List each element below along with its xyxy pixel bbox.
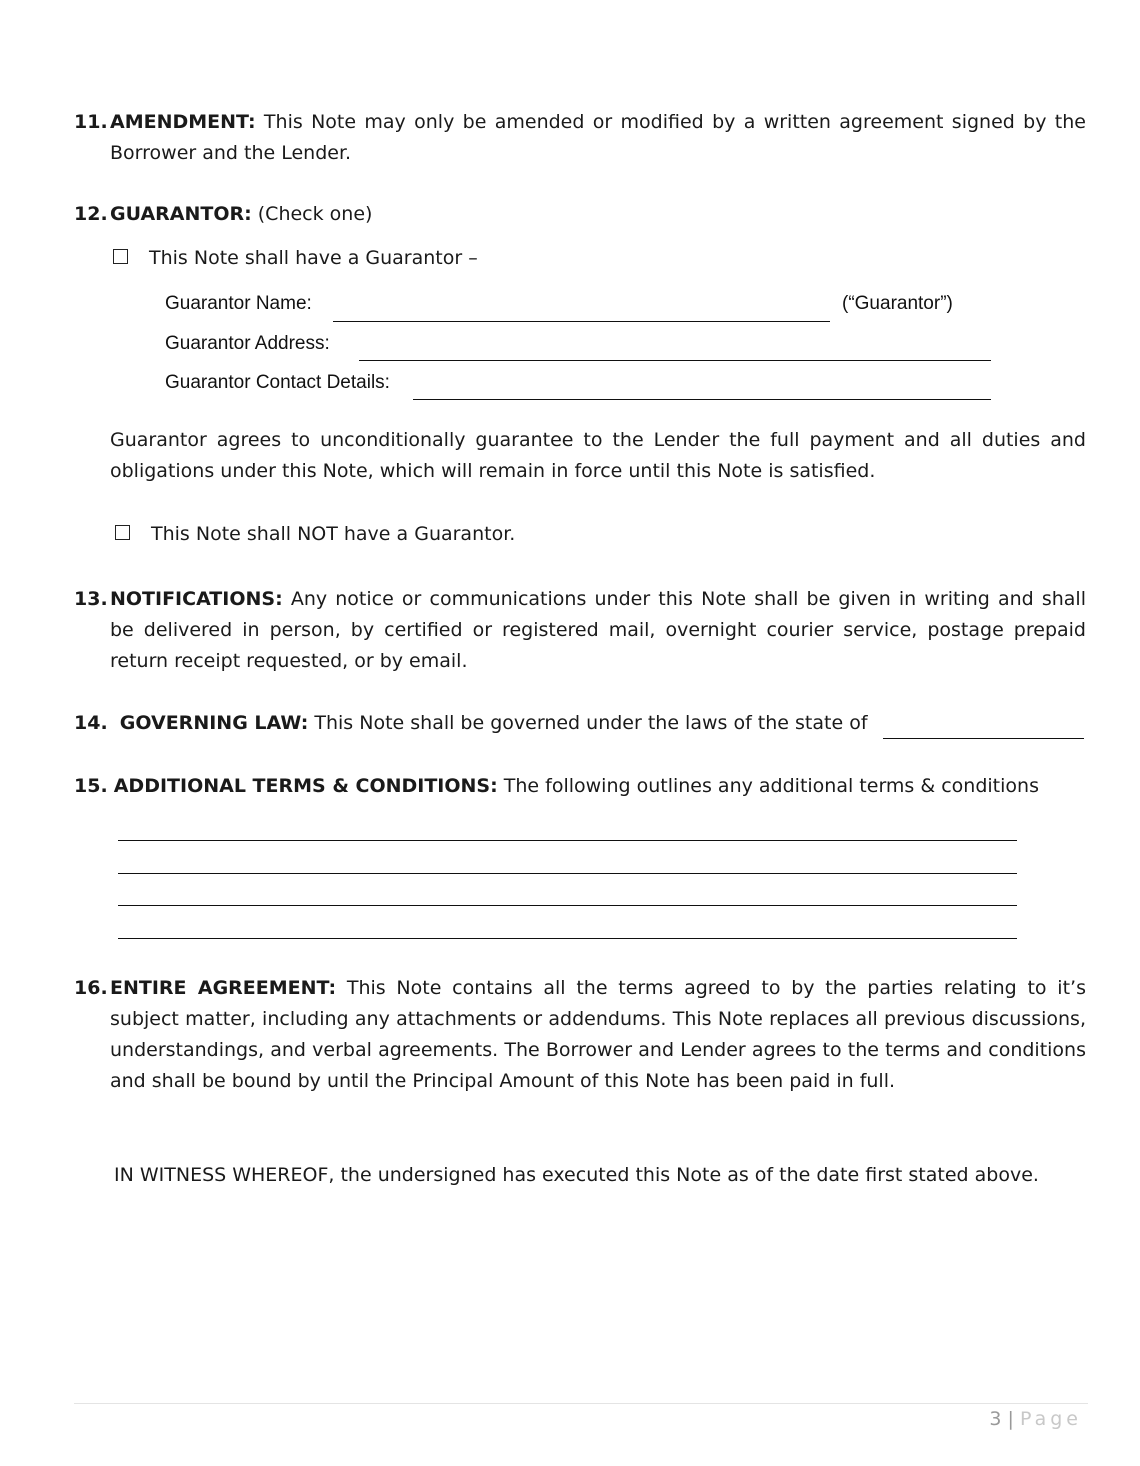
section-heading: AMENDMENT: xyxy=(110,111,256,133)
section-body xyxy=(110,107,1086,169)
guarantor-name-label: Guarantor Name: xyxy=(165,293,312,314)
guarantor-address-label: Guarantor Address: xyxy=(165,333,330,354)
section-heading: NOTIFICATIONS: xyxy=(110,588,283,610)
page-footer xyxy=(989,1408,1082,1430)
section-number: 11. xyxy=(74,111,108,133)
page-separator: | xyxy=(1007,1408,1014,1430)
guarantor-address-field[interactable] xyxy=(359,360,991,361)
additional-terms-line-1[interactable] xyxy=(118,840,1017,841)
section-guarantor xyxy=(74,199,1086,230)
footer-divider xyxy=(74,1403,1088,1404)
section-body xyxy=(110,199,1086,230)
section-notifications xyxy=(74,584,1086,677)
section-text: (Check one) xyxy=(251,203,373,225)
section-text: This Note contains all the terms agreed to by the parties relating to it’s subject matter, including any attachments or addendums. This Note replaces all previous discussions, understandings, and verbal agreements. The Borrower and Lender agrees to the terms and conditions and shall be bound by until the Principal Amount of this Note has been paid in full. xyxy=(110,977,1086,1092)
section-heading: ADDITIONAL TERMS & CONDITIONS: xyxy=(113,775,498,797)
section-heading: GOVERNING LAW: xyxy=(119,712,309,734)
section-additional-terms xyxy=(74,771,1039,802)
guarantor-agreement xyxy=(74,425,1086,487)
section-body xyxy=(110,973,1086,1097)
section-text: Any notice or communications under this Note shall be given in writing and shall be delivered in person, by certified or registered mail, overnight courier service, postage prepaid return receipt requested, or by email. xyxy=(110,588,1086,672)
guarantor-contact-label: Guarantor Contact Details: xyxy=(165,372,390,393)
section-heading: GUARANTOR: xyxy=(110,203,252,225)
additional-terms-line-2[interactable] xyxy=(118,873,1017,874)
section-text: This Note shall be governed under the laws of the state of xyxy=(308,712,868,734)
section-entire-agreement xyxy=(74,973,1086,1097)
section-number: 16. xyxy=(74,977,108,999)
guarantor-agreement-text: Guarantor agrees to unconditionally guarantee to the Lender the full payment and all duties and obligations under this Note, which will remain in force until this Note is satisfied. xyxy=(110,429,1086,482)
governing-state-field[interactable] xyxy=(883,738,1084,739)
section-body xyxy=(110,584,1086,677)
page-number: 3 xyxy=(989,1408,1002,1430)
additional-terms-line-4[interactable] xyxy=(118,938,1017,939)
section-number: 12. xyxy=(74,203,108,225)
section-heading: ENTIRE AGREEMENT: xyxy=(110,977,337,999)
guarantor-no-checkbox[interactable] xyxy=(115,525,130,540)
guarantor-no-label: This Note shall NOT have a Guarantor. xyxy=(151,523,516,545)
guarantor-suffix: (“Guarantor”) xyxy=(842,293,953,314)
additional-terms-line-3[interactable] xyxy=(118,905,1017,906)
section-text: This Note may only be amended or modified by a written agreement signed by the Borrower and the Lender. xyxy=(110,111,1086,164)
section-text: The following outlines any additional terms & conditions xyxy=(497,775,1039,797)
section-number: 15. xyxy=(74,775,108,797)
section-number: 13. xyxy=(74,588,108,610)
section-governing-law xyxy=(74,708,868,739)
guarantor-yes-checkbox[interactable] xyxy=(113,249,128,264)
section-amendment xyxy=(74,107,1086,169)
guarantor-yes-label: This Note shall have a Guarantor – xyxy=(149,247,478,269)
witness-statement: IN WITNESS WHEREOF, the undersigned has executed this Note as of the date first stated above. xyxy=(114,1164,1039,1186)
guarantor-name-field[interactable] xyxy=(333,321,830,322)
page-word: Page xyxy=(1020,1408,1082,1430)
guarantor-contact-field[interactable] xyxy=(413,399,991,400)
section-number: 14. xyxy=(74,712,108,734)
